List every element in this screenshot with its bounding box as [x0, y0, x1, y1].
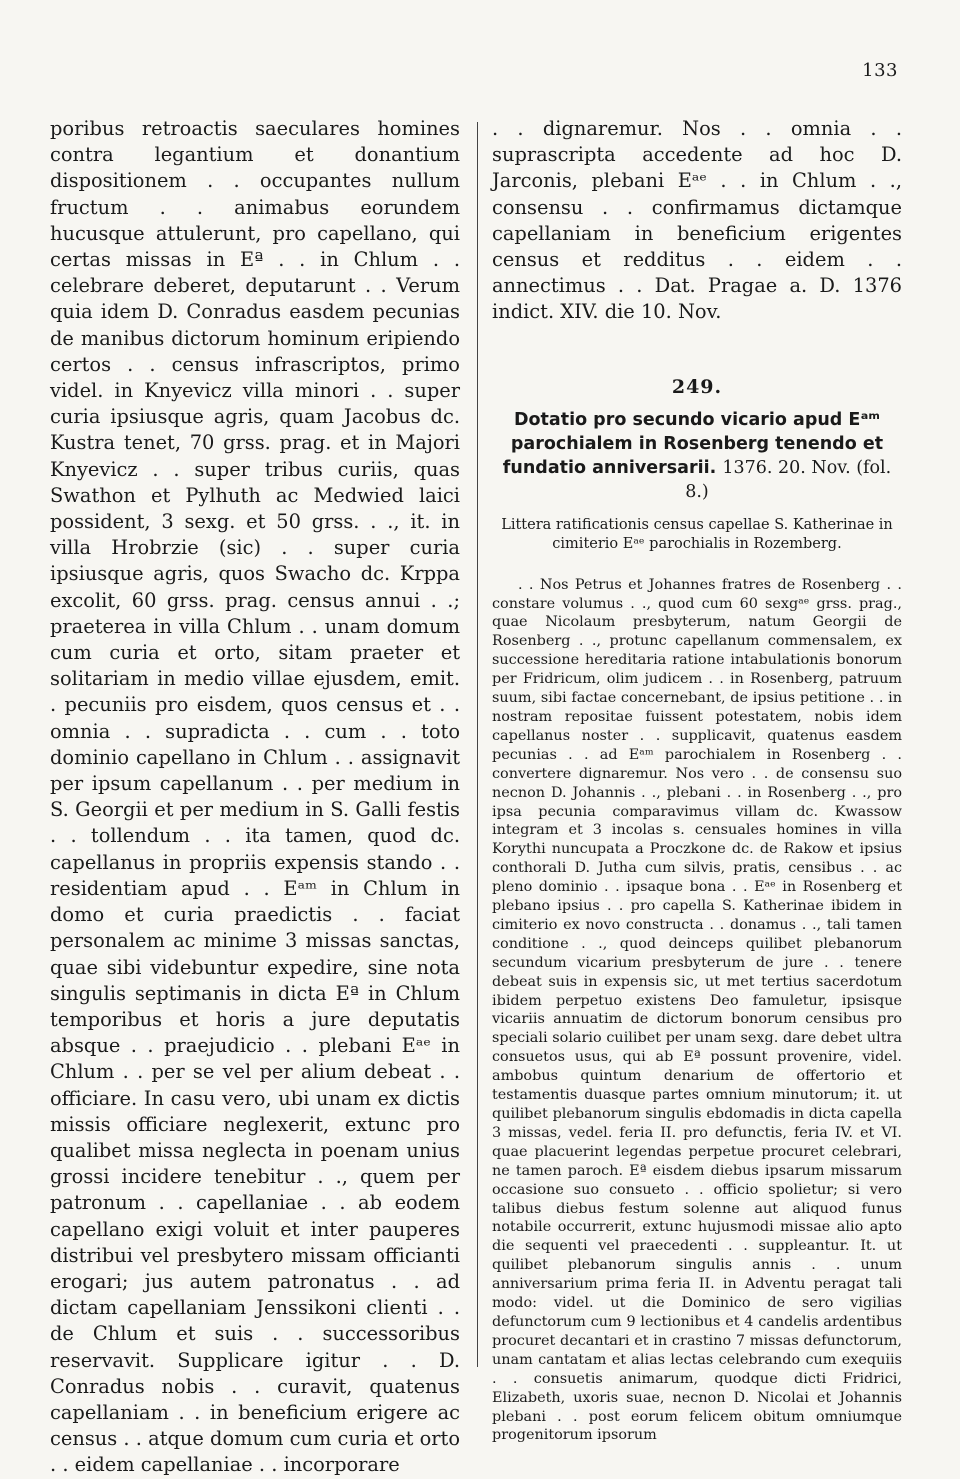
page-number: 133 [862, 60, 898, 81]
document-title-date: 1376. 20. Nov. (fol. 8.) [685, 457, 892, 502]
continuation-paragraph: . . dignaremur. Nos . . omnia . . suprascripta accedente ad hoc D. Jarconis, plebani Eᵃᵉ . . in Chlum . ., consensu . . confirmamus dictamque capellaniam in beneficium erigentes census et redditus . . eidem . . annectimus . . Dat. Pragae a. D. 1376 indict. XIV. die 10. Nov. [492, 117, 902, 324]
document-title-text: Dotatio pro secundo vicario apud Eᵃᵐ parochialem in Rosenberg tenendo et fundatio anniversarii. [502, 409, 884, 478]
left-paragraph: poribus retroactis saeculares homines contra legantium et donantium dispositionem . . occupantes nullum fructum . . animabus eorundem hucusque attulerunt, pro capellano, qui certas missas in Eª . . in Chlum . . celebrare deberet, deputarunt . . Verum quia idem D. Conradus easdem pecunias de manibus dictorum hominum eripiendo certos . . census infrascriptos, primo videl. in Knyevicz villa minori . . super curia ipsiusque agris, quam Jacobus dc. Kustra tenet, 70 grss. prag. et in Majori Knyevicz . . super tribus curiis, quas Swathon et Pylhuth ac Medwied laici possident, 3 sexg. et 50 grss. . ., it. in villa Hrobrzie (sic) . . super curia ipsiusque agris, quos Swacho dc. Krppa excolit, 60 grss. prag. census annui . .; praeterea in villa Chlum . . unam domum cum curia et orto, sitam praeter et solitariam in medio villae ejusdem, emit. . pecuniis pro eisdem, quos census et . . omnia . . supradicta . . cum . . toto dominio capellano in Chlum . . assignavit per ipsum capellanum . . per medium in S. Georgii et per medium in S. Galli festis . . tollendum . . ita tamen, quod dc. capellanus in propriis expensis stando . . residentiam apud . . Eᵃᵐ in Chlum in domo et curia praedictis . . faciat personalem ac minime 3 missas sanctas, quae sibi videbuntur expedire, sine nota singulis septimanis in dicta Eª in Chlum temporibus et horis a jure deputatis absque . . praejudicio . . plebani Eᵃᵉ in Chlum . . per se vel per alium debeat . . officiare. In casu vero, ubi unam ex dictis missis officiare neglexerit, extunc pro qualibet missa neglecta in poenam unius grossi incidere tenebitur . ., quem per patronum . . capellaniae . . ab eodem capellano exigi voluit et inter pauperes distribui vel presbytero missam officianti erogari; jus autem patronatus . . ad dictam capellaniam Jenssikoni clienti . . de Chlum et suis . . successoribus reservavit. Supplicare igitur . . D. Conradus nobis . . curavit, quatenus capellaniam . . in beneficium erigere ac census . . atque domum cum curia et orto . . eidem capellaniae . . incorporare [50, 117, 460, 1477]
document-body [492, 576, 902, 1446]
document-note: Littera ratificationis census capellae S. Katherinae in cimiterio Eᵃᵉ parochialis in Rozemberg. [501, 516, 893, 552]
document-number: 249. [671, 375, 723, 398]
document-title [492, 408, 902, 504]
document-body-text: . . Nos Petrus et Johannes fratres de Rosenberg . . constare volumus . ., quod cum 60 sexgᵃᵉ grss. prag., quae Nicolaum presbyterum, natum Georgii de Rosenberg . ., protunc capellanum commensalem, ex successione hereditaria ratione intabulationis bonorum per Fridricum, olim judicem . . in Rosenberg, patruum suum, sibi factae concernebant, de ipsius petitione . . in nostram repositae fuissent potestatem, nobis idem capellanus noster . . supplicavit, quatenus easdem pecunias . . ad Eᵃᵐ parochialem in Rosenberg . . convertere dignaremur. Nos vero . . de consensu suo necnon D. Johannis . ., plebani . . in Rosenberg . ., pro ipsa pecunia comparavimus villam dc. Kwassow integram et 3 incolas s. censuales homines in villa Korythi nuncupata a Proczkone dc. de Rakow et ipsius conthorali D. Jutha cum silvis, pratis, censibus . . ac pleno dominio . . ipsaque bona . . Eᵃᵉ in Rosenberg et plebano ipsius . . pro capella S. Katherinae ibidem in cimiterio ex novo constructa . . donamus . ., tali tamen conditione . ., quod deinceps quilibet plebanorum secundum vicarium presbyterum de jure . . tenere debeat suis in expensis sic, ut met tertius sacerdotum ibidem perpetuo existens Deo famuletur, ipsisque vicariis annuatim de dictorum bonorum censibus pro speciali solario cuilibet per unam sexg. dare debet ultra consuetos usus, qui ab Eª possunt provenire, videl. ambobus quintum denarium de offertorio et testamentis duasque partes omnium minutorum; it. ut quilibet plebanorum singulis ebdomadis in dicta capella 3 missas, vedel. feria II. pro defunctis, feria IV. et VI. quae placuerint legendas perpetue procuret celebrari, ne tamen paroch. Eª eisdem diebus ipsarum missarum occasione suo consueto . . officio spolietur; si vero talibus diebus festum solenne aut aliquod funus notabile occurrerit, extunc hujusmodi missae alio apto die sequenti vel praecedenti . . suppleantur. It. ut quilibet plebanorum singulis annis . . unum anniversarium prima feria II. in Adventu peragat tali modo: videl. ut die Dominico de sero vigilias defunctorum cum 9 lectionibus et 4 candelis ardentibus procuret decantari et in crastino 7 missas defunctorum, unam cantatam et alias lectas celebrando cum exequiis . . consuetis animarum, quodque dicti Fridrici, Elizabeth, uxoris suae, necnon D. Nicolai et Johannis plebani . . post eorum felicem obitum omniumque progenitorum ipsorum [492, 576, 902, 1444]
right-column [492, 116, 902, 1445]
left-column [50, 116, 460, 1479]
column-rule [477, 122, 478, 1367]
